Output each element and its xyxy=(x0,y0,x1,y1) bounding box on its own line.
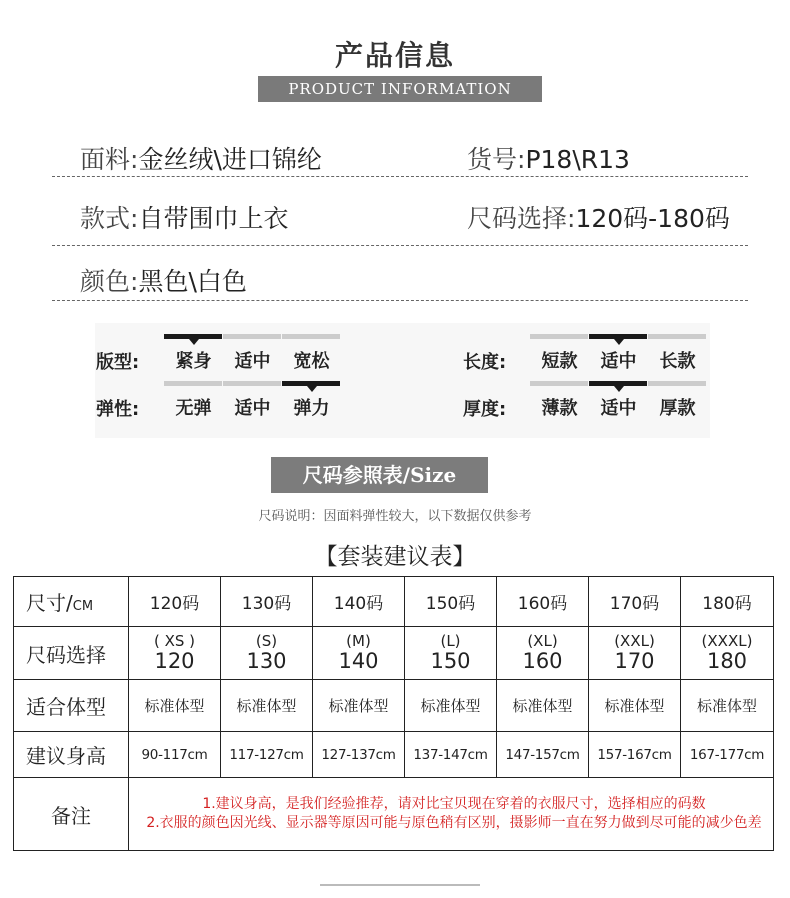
attr-size-range-value: 120码-180码 xyxy=(575,204,730,233)
remark-line: 2.衣服的颜色因光线、显示器等原因可能与原色稍有区别，摄影师一直在努力做到尽可能的减少色差 xyxy=(146,815,762,831)
row-header-remark: 备注 xyxy=(14,778,129,851)
selection-cell: ( XS ) 120 xyxy=(129,627,221,680)
size-cell: 130码 xyxy=(221,577,313,627)
attr-style-label: 款式: xyxy=(80,204,139,233)
fit-elasticity-marker-icon xyxy=(307,386,317,392)
selection-cell: (XXL) 170 xyxy=(589,627,681,680)
height-cell: 147-157cm xyxy=(497,732,589,778)
fit-thickness-marker-icon xyxy=(614,386,624,392)
height-cell: 90-117cm xyxy=(129,732,221,778)
fit-elasticity-option: 无弹 xyxy=(175,398,212,419)
attr-size-range xyxy=(467,199,730,235)
fit-cut-option: 紧身 xyxy=(175,351,212,372)
section-subtitle-badge: PRODUCT INFORMATION xyxy=(258,76,542,102)
fit-cut-marker-icon xyxy=(189,339,199,345)
fit-thickness-option: 薄款 xyxy=(541,398,578,419)
fit-length-option: 长款 xyxy=(659,351,696,372)
size-table xyxy=(13,576,774,851)
selection-cell: (XXXL) 180 xyxy=(681,627,774,680)
attr-item-no-value: P18\R13 xyxy=(525,145,630,174)
size-note: 尺码说明：因面料弹性较大，以下数据仅供参考 xyxy=(258,509,532,524)
remark-cell xyxy=(129,778,774,851)
height-cell: 127-137cm xyxy=(313,732,405,778)
fit-cut-option: 适中 xyxy=(234,351,271,372)
body-type-cell: 标准体型 xyxy=(589,680,681,732)
row-header-selection: 尺码选择 xyxy=(14,627,129,680)
size-cell: 120码 xyxy=(129,577,221,627)
height-cell: 137-147cm xyxy=(405,732,497,778)
size-cell: 160码 xyxy=(497,577,589,627)
fit-thickness-segment xyxy=(648,381,706,386)
height-cell: 117-127cm xyxy=(221,732,313,778)
fit-cut-segment xyxy=(223,334,281,339)
selection-cell: (S) 130 xyxy=(221,627,313,680)
table-row xyxy=(14,627,774,680)
attr-size-range-label: 尺码选择: xyxy=(467,204,576,233)
fit-elasticity-label: 弹性: xyxy=(96,399,140,420)
fit-length-segment xyxy=(648,334,706,339)
fit-length-marker-icon xyxy=(614,339,624,345)
body-type-cell: 标准体型 xyxy=(681,680,774,732)
body-type-cell: 标准体型 xyxy=(221,680,313,732)
attr-item-no-label: 货号: xyxy=(467,145,526,174)
table-row xyxy=(14,732,774,778)
fit-elasticity-segment xyxy=(164,381,222,386)
attr-color xyxy=(80,262,247,298)
fit-cut-option: 宽松 xyxy=(293,351,330,372)
selection-cell: (M) 140 xyxy=(313,627,405,680)
size-chart-banner: 尺码参照表/Size xyxy=(271,457,488,493)
attr-style xyxy=(80,199,288,235)
fit-cut-label: 版型: xyxy=(96,352,140,373)
height-cell: 157-167cm xyxy=(589,732,681,778)
selection-cell: (L) 150 xyxy=(405,627,497,680)
fit-elasticity-segment xyxy=(223,381,281,386)
fit-thickness-option: 适中 xyxy=(600,398,637,419)
table-row xyxy=(14,680,774,732)
attr-item-no xyxy=(467,140,630,176)
fit-thickness-segment xyxy=(530,381,588,386)
body-type-cell: 标准体型 xyxy=(405,680,497,732)
fit-cut-segment xyxy=(282,334,340,339)
divider xyxy=(52,245,748,246)
divider xyxy=(52,176,748,177)
attr-fabric xyxy=(80,140,322,176)
fit-length-option: 适中 xyxy=(600,351,637,372)
fit-elasticity-option: 适中 xyxy=(234,398,271,419)
size-cell: 150码 xyxy=(405,577,497,627)
body-type-cell: 标准体型 xyxy=(313,680,405,732)
attr-style-value: 自带围巾上衣 xyxy=(138,204,289,233)
row-header-size: 尺寸/CM xyxy=(14,577,129,627)
fit-thickness-option: 厚款 xyxy=(659,398,696,419)
height-cell: 167-177cm xyxy=(681,732,774,778)
divider xyxy=(52,300,748,301)
fit-length-option: 短款 xyxy=(541,351,578,372)
attr-color-value: 黑色\白色 xyxy=(138,267,247,296)
attr-fabric-label: 面料: xyxy=(80,145,139,174)
size-cell: 170码 xyxy=(589,577,681,627)
selection-cell: (XL) 160 xyxy=(497,627,589,680)
fit-thickness-label: 厚度: xyxy=(463,399,507,420)
table-row xyxy=(14,577,774,627)
row-header-height: 建议身高 xyxy=(14,732,129,778)
size-cell: 140码 xyxy=(313,577,405,627)
attr-fabric-value: 金丝绒\进口锦纶 xyxy=(138,145,322,174)
fit-length-label: 长度: xyxy=(463,352,507,373)
section-title: 产品信息 xyxy=(334,39,455,72)
fit-length-segment xyxy=(530,334,588,339)
body-type-cell: 标准体型 xyxy=(497,680,589,732)
body-type-cell: 标准体型 xyxy=(129,680,221,732)
fit-elasticity-option: 弹力 xyxy=(293,398,330,419)
attr-color-label: 颜色: xyxy=(80,267,139,296)
remark-line: 1.建议身高，是我们经验推荐，请对比宝贝现在穿着的衣服尺寸，选择相应的码数 xyxy=(202,796,706,812)
table-row xyxy=(14,778,774,851)
suit-table-title: 【套装建议表】 xyxy=(314,544,476,570)
size-cell: 180码 xyxy=(681,577,774,627)
row-header-body: 适合体型 xyxy=(14,680,129,732)
